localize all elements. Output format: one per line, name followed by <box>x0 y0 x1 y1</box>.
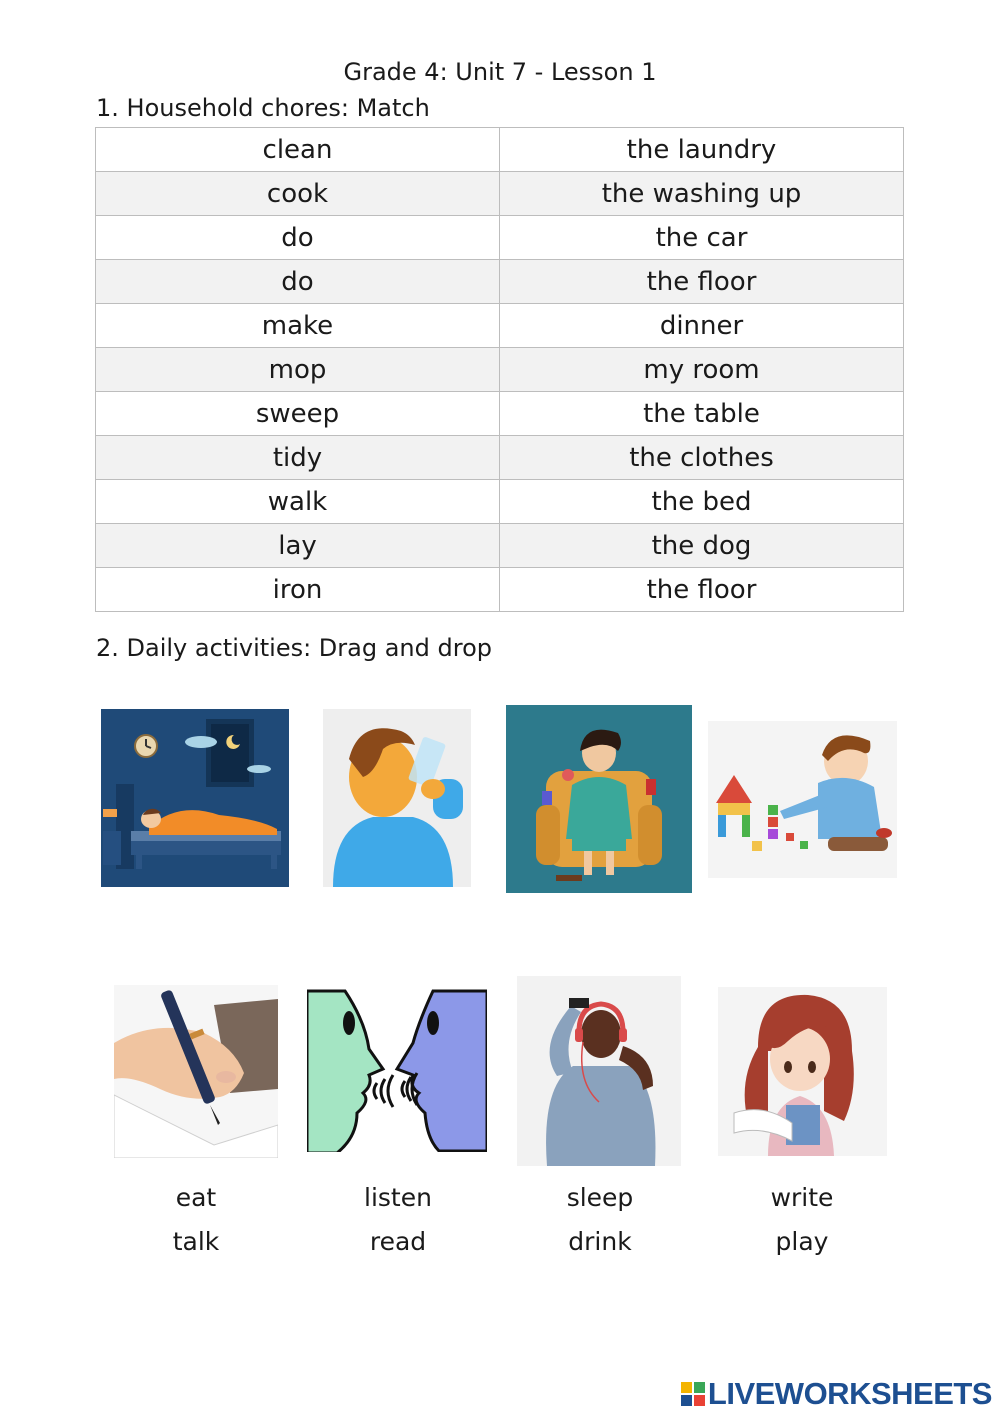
read-picture[interactable] <box>718 987 887 1156</box>
verb-cell[interactable]: cook <box>96 172 500 216</box>
writing-hand-illustration <box>114 985 278 1158</box>
table-row <box>96 392 904 436</box>
talk-picture[interactable] <box>307 989 487 1152</box>
table-row <box>96 568 904 612</box>
object-cell[interactable]: the washing up <box>500 172 904 216</box>
table-row <box>96 172 904 216</box>
listening-to-music-illustration <box>517 976 681 1166</box>
object-cell[interactable]: the floor <box>500 260 904 304</box>
write-picture[interactable] <box>114 985 278 1158</box>
verb-cell[interactable]: walk <box>96 480 500 524</box>
worksheet-title: Grade 4: Unit 7 - Lesson 1 <box>343 58 657 86</box>
table-row <box>96 260 904 304</box>
sleeping-in-bed-illustration <box>101 709 289 887</box>
logo-text: LIVEWORKSHEETS <box>707 1376 992 1411</box>
word-chip[interactable]: eat <box>175 1183 217 1212</box>
drink-picture[interactable] <box>323 709 471 887</box>
verb-cell[interactable]: iron <box>96 568 500 612</box>
drinking-water-illustration <box>323 709 471 887</box>
eating-snacks-illustration <box>506 705 692 893</box>
verb-cell[interactable]: do <box>96 216 500 260</box>
section-1-heading: 1. Household chores: Match <box>96 94 430 122</box>
verb-cell[interactable]: tidy <box>96 436 500 480</box>
object-cell[interactable]: the car <box>500 216 904 260</box>
object-cell[interactable]: the dog <box>500 524 904 568</box>
table-row <box>96 304 904 348</box>
table-row <box>96 436 904 480</box>
verb-cell[interactable]: mop <box>96 348 500 392</box>
liveworksheets-logo <box>681 1376 992 1412</box>
logo-square <box>694 1382 705 1393</box>
table-row <box>96 480 904 524</box>
word-chip[interactable]: play <box>775 1227 829 1256</box>
word-chip[interactable]: write <box>770 1183 834 1212</box>
table-row <box>96 216 904 260</box>
reading-girl-illustration <box>718 987 887 1156</box>
logo-square <box>694 1395 705 1406</box>
object-cell[interactable]: the clothes <box>500 436 904 480</box>
object-cell[interactable]: the bed <box>500 480 904 524</box>
verb-cell[interactable]: do <box>96 260 500 304</box>
object-cell[interactable]: the table <box>500 392 904 436</box>
verb-cell[interactable]: make <box>96 304 500 348</box>
verb-cell[interactable]: lay <box>96 524 500 568</box>
table-row <box>96 524 904 568</box>
logo-square <box>681 1382 692 1393</box>
verb-cell[interactable]: clean <box>96 128 500 172</box>
object-cell[interactable]: dinner <box>500 304 904 348</box>
table-row <box>96 348 904 392</box>
logo-square <box>681 1395 692 1406</box>
object-cell[interactable]: the laundry <box>500 128 904 172</box>
verb-cell[interactable]: sweep <box>96 392 500 436</box>
section-2-heading: 2. Daily activities: Drag and drop <box>96 634 492 662</box>
word-chip[interactable]: sleep <box>566 1183 634 1212</box>
word-chip[interactable]: read <box>369 1227 427 1256</box>
match-table <box>95 127 904 612</box>
playing-with-blocks-illustration <box>708 721 897 878</box>
word-chip[interactable]: listen <box>364 1183 432 1212</box>
word-chip[interactable]: talk <box>172 1227 220 1256</box>
object-cell[interactable]: my room <box>500 348 904 392</box>
logo-grid-icon <box>681 1382 705 1406</box>
eat-picture[interactable] <box>506 705 692 893</box>
talking-faces-illustration <box>307 989 487 1152</box>
object-cell[interactable]: the floor <box>500 568 904 612</box>
word-chip[interactable]: drink <box>568 1227 632 1256</box>
play-picture[interactable] <box>708 721 897 878</box>
table-row <box>96 128 904 172</box>
listen-picture[interactable] <box>517 976 681 1166</box>
sleep-picture[interactable] <box>101 709 289 887</box>
